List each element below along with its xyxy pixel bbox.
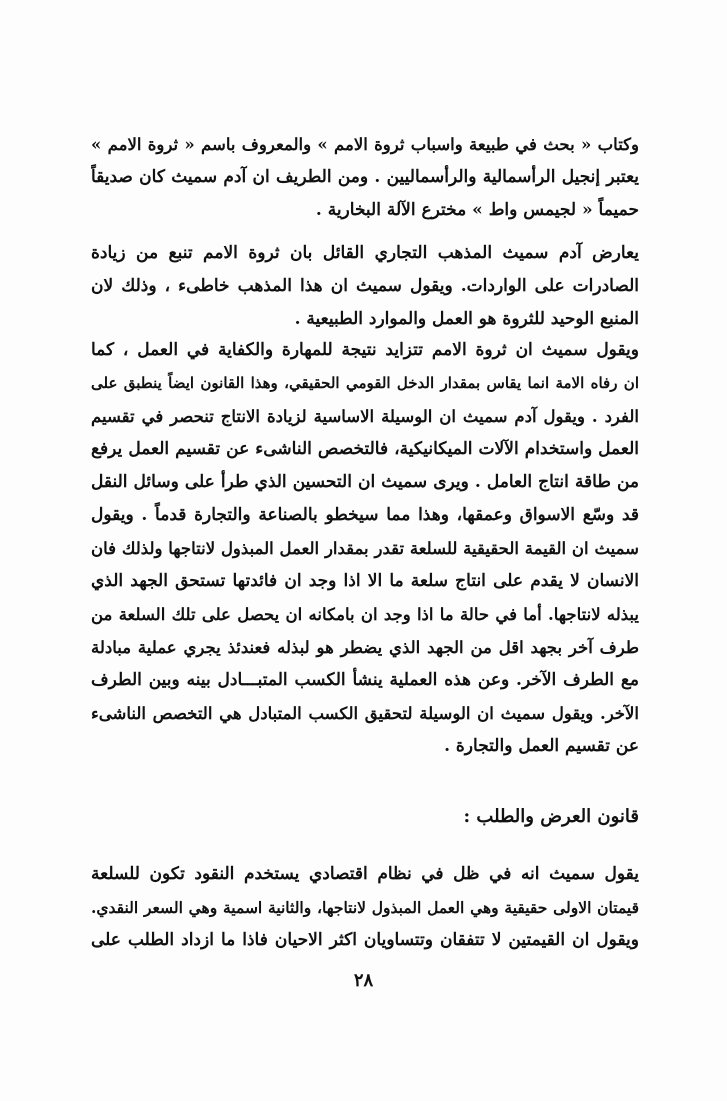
text-line: وكتاب « بحث في طبيعة واسباب ثروة الامم » والمعروف باسم « ثروة الامم » <box>91 135 639 154</box>
text-line: من طاقة انتاج العامل . ويرى سميث ان التحسين الذي طرأ على وسائل النقل <box>91 472 639 492</box>
text-line: حميماً « لجيمس واط » مخترع الآلة البخارية . <box>315 200 639 220</box>
text-line: العمل واستخدام الآلات الميكانيكية، فالتخصص الناشىء عن تقسيم العمل يرفع <box>91 439 639 459</box>
text-line: ويقول ان القيمتين لا تتفقان وتتساويان اكثر الاحيان فاذا ما ازداد الطلب على <box>91 930 639 950</box>
text-line: قيمتان الاولى حقيقية وهي العمل المبذول لانتاجها، والثانية اسمية وهي السعر النقدي. <box>91 898 639 917</box>
text-line: الانسان لا يقدم على انتاج سلعة ما الا اذا وجد ان فائدتها تستحق الجهد الذي <box>91 571 639 591</box>
text-line: مع الطرف الآخر. وعن هذه العملية ينشأ الكسب المتبـــادل بينه وبين الطرف <box>91 670 639 690</box>
section-heading: قانون العرض والطلب : <box>463 806 639 827</box>
paragraph-2 <box>91 237 639 336</box>
text-line: يعارض آدم سميث المذهب التجاري القائل بان ثروة الامم تنبع من زيادة <box>91 243 639 263</box>
paragraph-3 <box>91 334 639 763</box>
text-line: الفرد . ويقول آدم سميث ان الوسيلة الاساسية لزيادة الانتاج تنحصر في تقسيم <box>91 407 639 426</box>
text-line: الآخر. ويقول سميث ان الوسيلة لتحقيق الكسب المتبادل هي التخصص الناشىء <box>91 704 639 723</box>
section-paragraph <box>91 858 639 957</box>
text-line: يقول سميث انه في ظل في نظام اقتصادي يستخدم النقود تكون للسلعة <box>91 864 639 884</box>
text-line: سميث ان القيمة الحقيقية للسلعة تقدر بمقدار العمل المبذول لانتاجها ولذلك فان <box>91 539 639 558</box>
text-line: المنبع الوحيد للثروة هو العمل والموارد الطبيعية . <box>294 309 639 329</box>
page-number: ٢٨ <box>353 970 374 991</box>
text-line: يعتبر إنجيل الرأسمالية والرأسماليين . ومن الطريف ان آدم سميث كان صديقاً <box>91 167 639 187</box>
text-line: قد وسّع الاسواق وعمقها، وهذا مما سيخطو بالصناعة والتجارة قدماً . ويقول <box>91 505 639 525</box>
paragraph-1 <box>91 128 639 227</box>
text-line: طرف آخر بجهد اقل من الجهد الذي يضطر هو لبذله فعندئذ يجري عملية مبادلة <box>91 638 639 657</box>
text-line: الصادرات على الواردات. ويقول سميث ان هذا المذهب خاطىء ، وذلك لان <box>91 276 639 296</box>
text-line: ويقول سميث ان ثروة الامم تتزايد نتيجة للمهارة والكفاية في العمل ، كما <box>91 340 639 360</box>
text-line: يبذله لانتاجها. أما في حالة ما اذا وجد ان بامكانه ان يحصل على تلك السلعة من <box>91 605 639 624</box>
text-line: عن تقسيم العمل والتجارة . <box>444 736 639 756</box>
text-line: ان رفاه الامة انما يقاس بمقدار الدخل القومي الحقيقي، وهذا القانون ايضاً ينطبق على <box>91 374 639 392</box>
